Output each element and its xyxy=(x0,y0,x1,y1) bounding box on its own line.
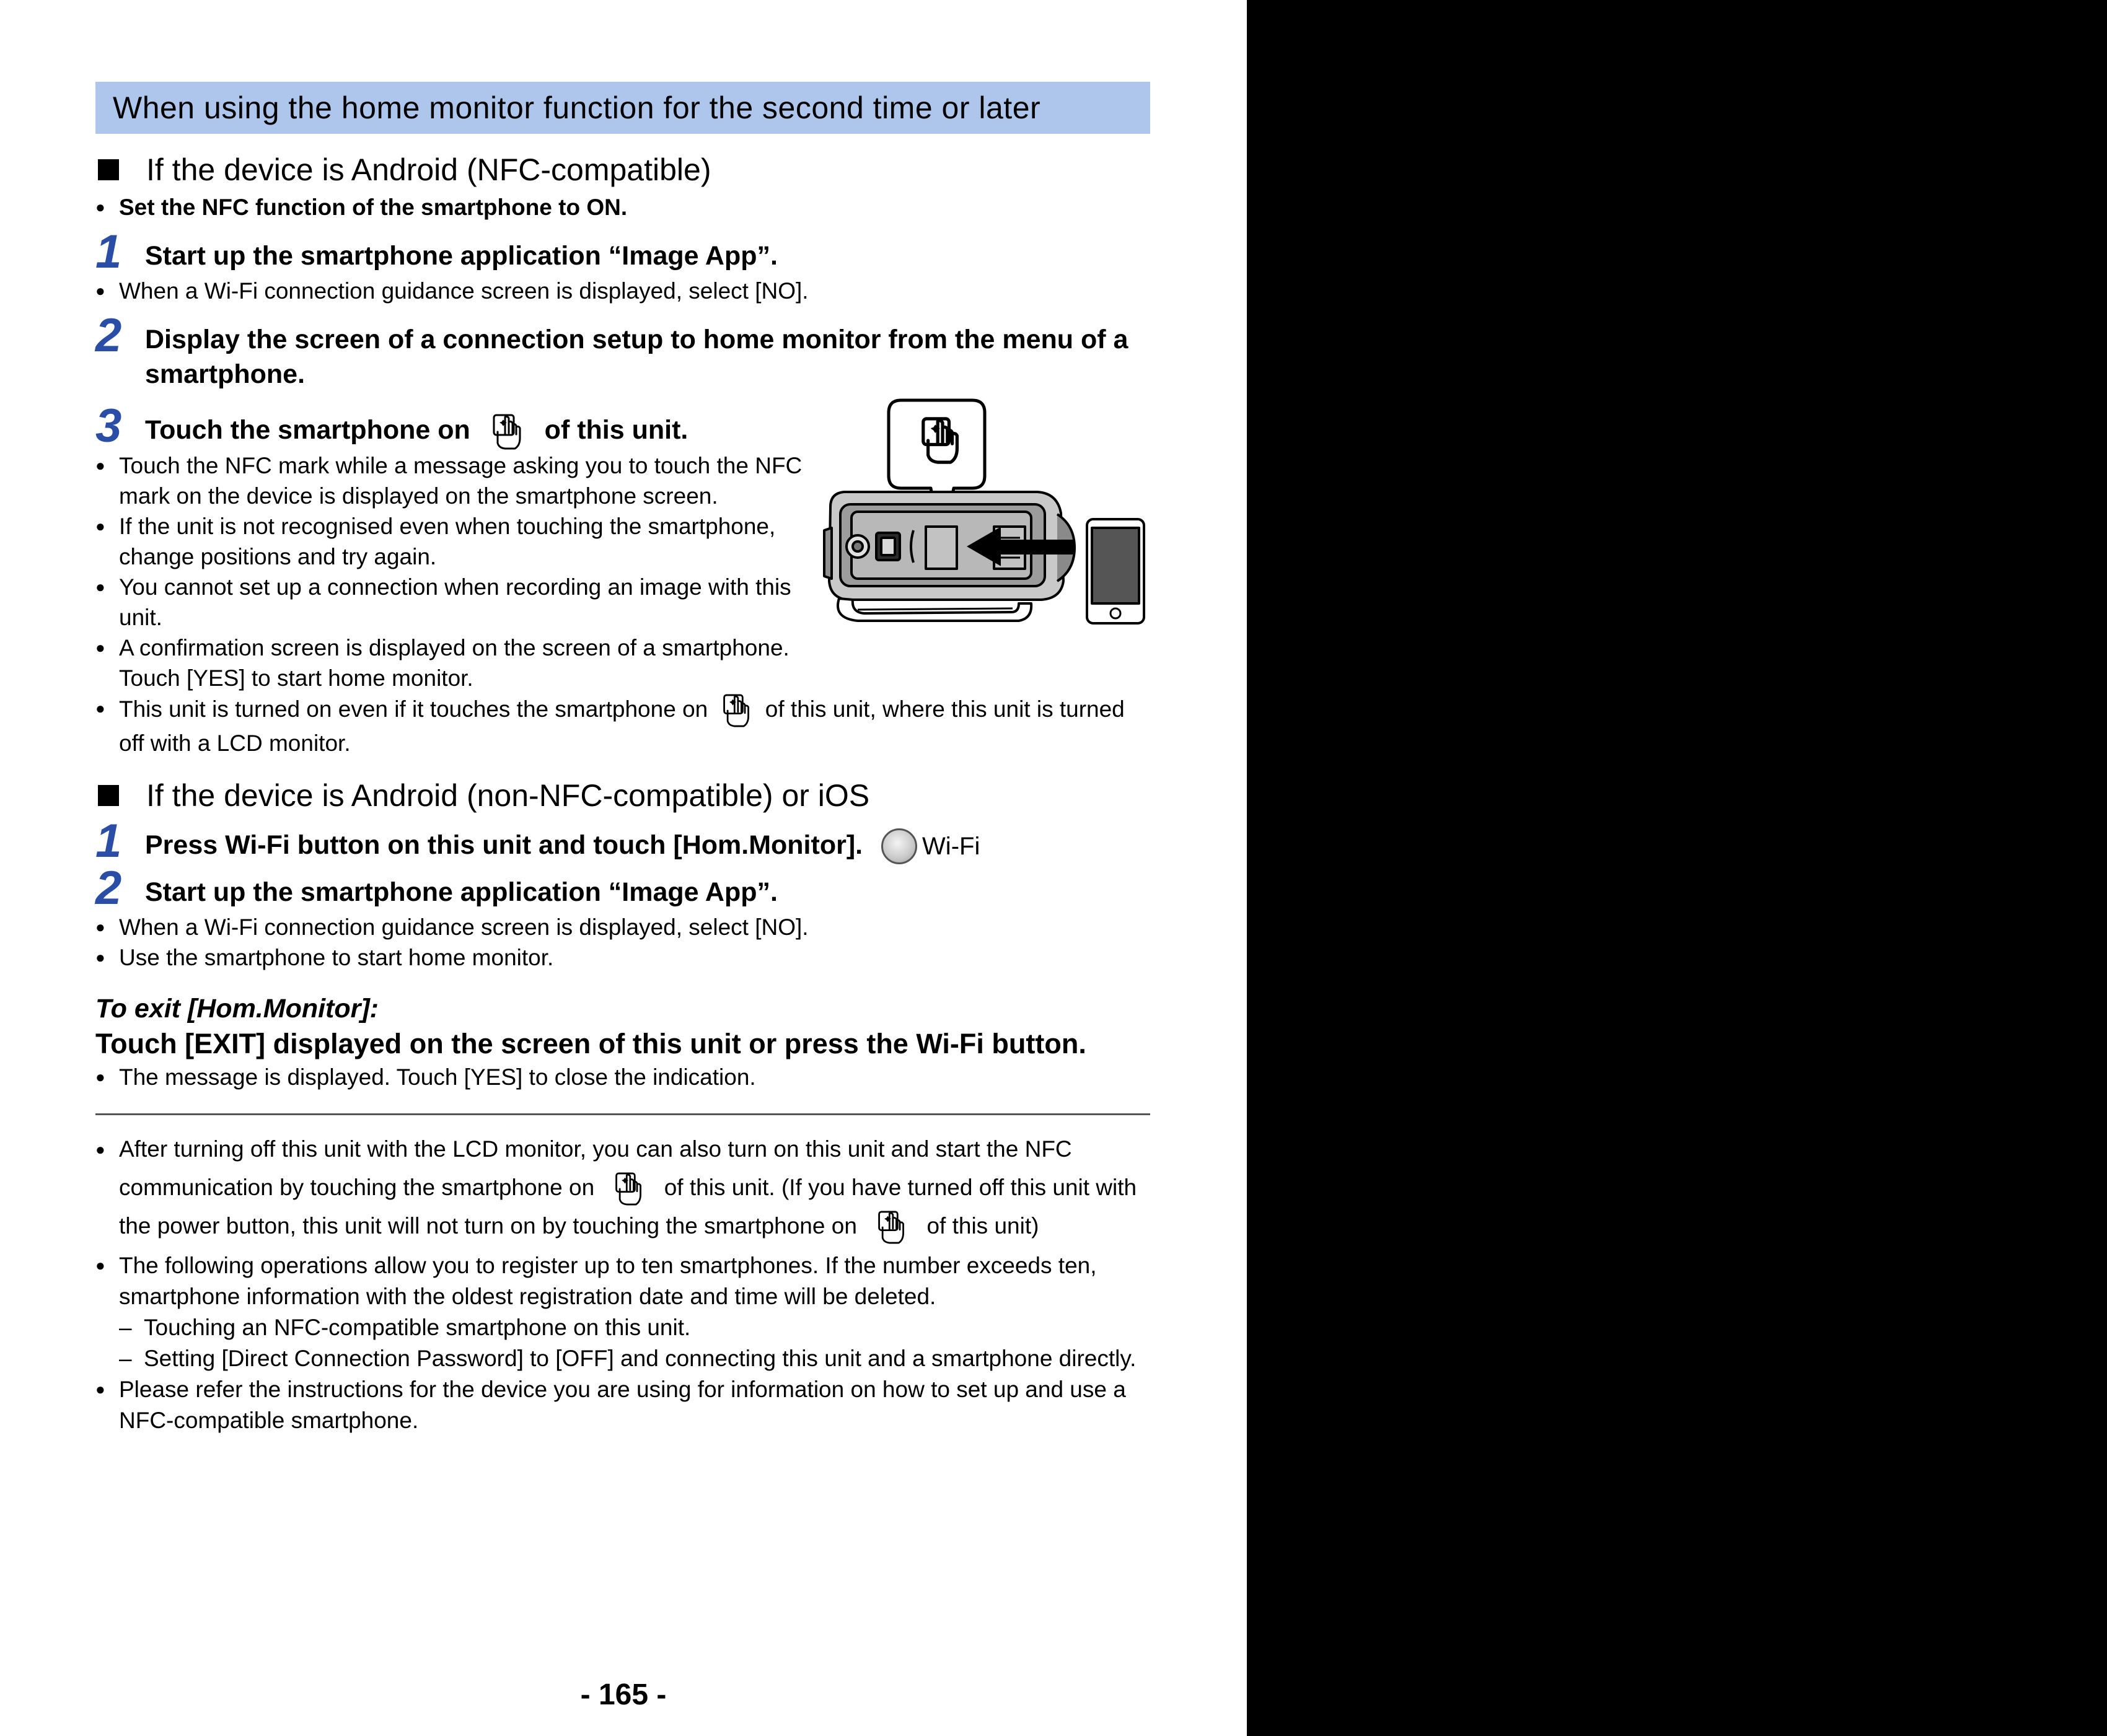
section-banner: When using the home monitor function for the second time or later xyxy=(95,82,1150,134)
nfc-step-3-bullet: ● A confirmation screen is displayed on the screen of a smartphone. Touch [YES] to start home monitor. xyxy=(95,633,808,693)
square-bullet-icon xyxy=(98,785,119,806)
step-3-text-before: Touch the smartphone on xyxy=(145,415,470,445)
nfc-section-heading xyxy=(95,151,1150,188)
step-text xyxy=(145,818,980,865)
nfc-step-3-bullets xyxy=(95,450,808,693)
exit-instruction: Touch [EXIT] displayed on the screen of this unit or press the Wi-Fi button. xyxy=(95,1027,1086,1059)
step-number: 3 xyxy=(95,400,122,452)
step-text: Start up the smartphone application “Image App”. xyxy=(145,241,778,271)
step-number: 1 xyxy=(95,814,122,867)
non-nfc-step-1-text: Press Wi-Fi button on this unit and touch [Hom.Monitor]. xyxy=(145,830,863,860)
wifi-button-label: Wi-Fi xyxy=(922,833,980,861)
nfc-touch-icon xyxy=(721,693,753,728)
non-nfc-section-heading xyxy=(95,777,1150,814)
step-3-text-after: of this unit. xyxy=(544,415,688,445)
nfc-step-3-last-bullet xyxy=(95,693,1150,758)
nfc-step-3-bullet: ● If the unit is not recognised even when touching the smartphone, change positions and try again. xyxy=(95,511,808,572)
step-text xyxy=(145,403,688,450)
note-3: ● Please refer the instructions for the device you are using for information on how to set up and use a NFC-compatible smartphone. xyxy=(95,1374,1150,1436)
nfc-pre-note: ● Set the NFC function of the smartphone to ON. xyxy=(95,192,1150,222)
non-nfc-step-1 xyxy=(95,814,1150,867)
note-1-part-c: of this unit) xyxy=(926,1212,1039,1238)
step-number: 2 xyxy=(95,861,122,914)
note-1 xyxy=(95,1130,1150,1245)
notes xyxy=(95,1130,1150,1436)
last-bullet-after: of this unit, where this unit is turned off with a LCD monitor. xyxy=(119,696,1125,756)
non-nfc-step-2-bullet: ● Use the smartphone to start home monitor. xyxy=(95,942,1150,973)
note-1-part-a: After turning off this unit with the LCD monitor, you can also turn on this unit and start the NFC communication by touching the smartphone on xyxy=(119,1136,1072,1200)
non-nfc-section-heading-text: If the device is Android (non-NFC-compatible) or iOS xyxy=(146,778,870,813)
nfc-touch-icon xyxy=(613,1172,645,1206)
last-bullet-before: This unit is turned on even if it touches the smartphone on xyxy=(119,696,708,722)
nfc-section-heading-text: If the device is Android (NFC-compatible) xyxy=(146,152,711,187)
nfc-step-1-bullet: ● When a Wi-Fi connection guidance screen is displayed, select [NO]. xyxy=(95,276,1150,306)
square-bullet-icon xyxy=(98,159,119,180)
page-content xyxy=(95,82,1150,1436)
divider xyxy=(95,1113,1150,1115)
step-text: Display the screen of a connection setup to home monitor from the menu of a smartphone. xyxy=(145,325,1128,389)
step-text: Start up the smartphone application “Image App”. xyxy=(145,877,778,907)
step-number: 2 xyxy=(95,309,122,362)
nfc-step-2 xyxy=(95,309,1150,392)
nfc-touch-icon xyxy=(876,1210,908,1245)
note-2-dash: – Touching an NFC-compatible smartphone on this unit. xyxy=(95,1312,1150,1343)
nfc-step-1 xyxy=(95,226,1150,278)
page-number: - 165 - xyxy=(580,1678,667,1711)
step-number: 1 xyxy=(95,226,122,278)
note-2: ● The following operations allow you to register up to ten smartphones. If the number exceeds ten, smartphone information with the oldest registration date and time will be deleted. xyxy=(95,1250,1150,1312)
nfc-touch-icon xyxy=(490,413,525,450)
note-1-part-b: of this unit. (If you have turned off this unit with the power button, this unit will not turn on by touching the smartphone on xyxy=(119,1174,1137,1238)
exit-bullet: ● The message is displayed. Touch [YES] to close the indication. xyxy=(95,1062,1150,1092)
wifi-button-icon xyxy=(881,828,917,864)
non-nfc-step-2-bullet: ● When a Wi-Fi connection guidance screen is displayed, select [NO]. xyxy=(95,912,1150,942)
note-2-dash: – Setting [Direct Connection Password] to [OFF] and connecting this unit and a smartphone directly. xyxy=(95,1343,1150,1374)
non-nfc-step-2 xyxy=(95,861,1150,914)
camera-smartphone-illustration xyxy=(814,395,1149,637)
exit-title: To exit [Hom.Monitor]: xyxy=(95,993,379,1024)
nfc-step-3-bullet: ● Touch the NFC mark while a message asking you to touch the NFC mark on the device is displayed on the smartphone screen. xyxy=(95,450,808,511)
nfc-step-3-block xyxy=(95,400,1150,693)
nfc-step-3-bullet: ● You cannot set up a connection when recording an image with this unit. xyxy=(95,572,808,633)
